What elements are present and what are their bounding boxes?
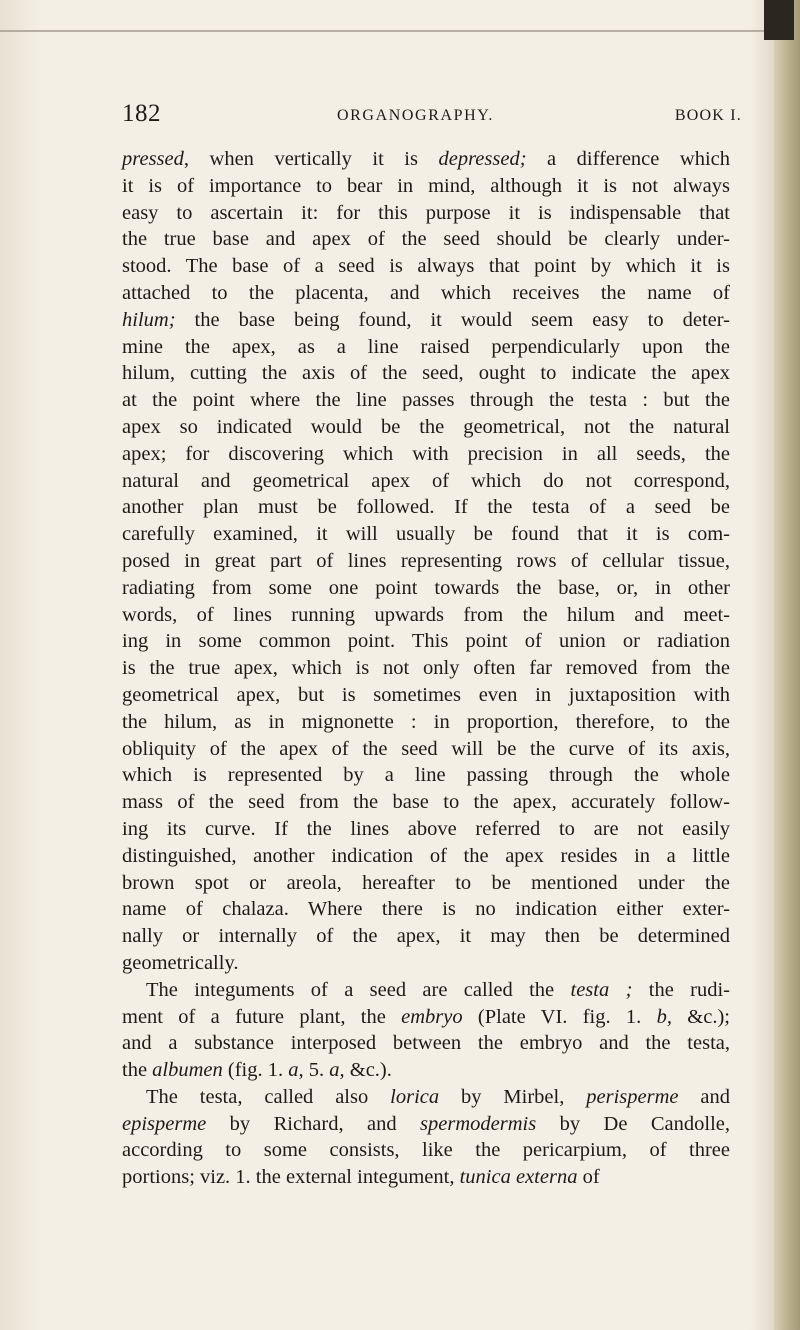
text-run: is the true apex, which is not only often far removed from the <box>122 657 730 680</box>
text-run: 5. <box>303 1059 330 1082</box>
text-run: by Mirbel, <box>439 1085 587 1108</box>
text-run: at the point where the line passes through the testa : but the <box>122 389 730 412</box>
text-run: easy to ascertain it: for this purpose it is indispensable that <box>122 201 730 224</box>
text-line <box>122 655 730 682</box>
text-line <box>122 173 730 200</box>
page-header <box>122 100 742 140</box>
text-run: stood. The base of a seed is always that point by which it is <box>122 255 730 278</box>
text-line <box>122 387 730 414</box>
text-line <box>122 494 730 521</box>
text-line <box>122 628 730 655</box>
text-line <box>122 816 730 843</box>
text-line <box>122 441 730 468</box>
text-run: by De Candolle, <box>536 1112 730 1135</box>
text-run: (Plate VI. fig. 1. <box>462 1005 657 1028</box>
text-line <box>122 923 730 950</box>
text-line <box>122 334 730 361</box>
italic-term: depressed; <box>438 148 527 170</box>
text-run: by Richard, and <box>206 1112 421 1135</box>
text-line <box>122 468 730 495</box>
text-line <box>122 1030 730 1057</box>
text-line <box>122 360 730 387</box>
text-run: name of chalaza. Where there is no indication either exter- <box>122 898 730 921</box>
text-run: geometrical apex, but is sometimes even in juxtaposition with <box>122 683 730 706</box>
text-line <box>122 280 730 307</box>
italic-term: tunica externa <box>459 1166 578 1189</box>
italic-term: testa ; <box>570 978 633 1001</box>
corner-tab <box>764 0 794 40</box>
text-run: carefully examined, it will usually be found that it is com- <box>122 523 730 546</box>
text-line <box>122 602 730 629</box>
text-run: and <box>678 1085 730 1108</box>
text-line <box>122 736 730 763</box>
text-line <box>122 226 730 253</box>
italic-term: hilum; <box>122 308 176 331</box>
text-line <box>122 789 730 816</box>
text-run: obliquity of the apex of the seed will be the curve of its axis, <box>122 737 730 760</box>
text-run: it is of importance to bear in mind, although it is not always <box>122 174 730 197</box>
text-run: words, of lines running upwards from the hilum and meet- <box>122 603 730 626</box>
text-run: the true base and apex of the seed should be clearly under- <box>122 228 730 251</box>
italic-term: embryo <box>401 1005 463 1028</box>
text-run: ing its curve. If the lines above referred to are not easily <box>122 817 730 840</box>
text-run: which is represented by a line passing through the whole <box>122 764 730 787</box>
text-run: apex so indicated would be the geometrical, not the natural <box>122 415 730 438</box>
text-run: natural and geometrical apex of which do not correspond, <box>122 469 730 492</box>
italic-term: a, <box>288 1059 304 1082</box>
text-run: , when vertically it is <box>183 148 439 170</box>
text-run: radiating from some one point towards the base, or, in other <box>122 576 730 599</box>
text-run: The testa, called also <box>146 1085 391 1108</box>
book-spine-edge <box>774 0 800 1330</box>
text-run: distinguished, another indication of the apex resides in a little <box>122 844 730 867</box>
text-run: mine the apex, as a line raised perpendicularly upon the <box>122 335 730 358</box>
text-run: ing in some common point. This point of union or radiation <box>122 630 730 653</box>
text-line <box>122 1137 730 1164</box>
text-run: (fig. 1. <box>222 1059 289 1082</box>
text-line <box>122 575 730 602</box>
text-line <box>122 521 730 548</box>
text-line <box>122 414 730 441</box>
page-number: 182 <box>122 100 161 127</box>
text-line <box>122 146 730 173</box>
text-run: The integuments of a seed are called the <box>146 978 571 1001</box>
text-run: another plan must be followed. If the testa of a seed be <box>122 496 730 519</box>
text-run: brown spot or areola, hereafter to be mentioned under the <box>122 871 730 894</box>
text-line <box>122 950 730 977</box>
text-run: apex; for discovering which with precision in all seeds, the <box>122 442 730 465</box>
text-run: ment of a future plant, the <box>122 1005 402 1028</box>
text-run: according to some consists, like the pericarpium, of three <box>122 1139 730 1162</box>
text-line <box>122 709 730 736</box>
text-line <box>122 548 730 575</box>
running-head: ORGANOGRAPHY. <box>337 107 494 124</box>
text-run: attached to the placenta, and which receives the name of <box>122 281 730 304</box>
text-run: &c.); <box>671 1005 730 1028</box>
italic-term: episperme <box>122 1112 207 1135</box>
text-line <box>122 1111 730 1138</box>
text-run: &c.). <box>344 1059 392 1082</box>
italic-term: lorica <box>390 1085 440 1108</box>
text-line <box>122 870 730 897</box>
text-line <box>122 1084 730 1111</box>
text-run: nally or internally of the apex, it may then be determined <box>122 925 730 948</box>
text-line <box>122 1164 730 1191</box>
text-run: portions; viz. 1. the external integument, <box>122 1166 460 1189</box>
text-run: the base being found, it would seem easy to deter- <box>175 308 730 331</box>
italic-term: pressed <box>122 148 184 170</box>
text-line <box>122 1057 730 1084</box>
italic-term: spermodermis <box>420 1112 537 1135</box>
text-line <box>122 200 730 227</box>
text-line <box>122 253 730 280</box>
text-run: mass of the seed from the base to the apex, accurately follow- <box>122 791 730 814</box>
text-run: the <box>122 1059 153 1082</box>
text-line <box>122 843 730 870</box>
text-line <box>122 682 730 709</box>
text-run: geometrically. <box>122 951 239 974</box>
text-line <box>122 307 730 334</box>
top-edge-line <box>0 30 780 32</box>
body-text <box>122 146 730 1191</box>
italic-term: b, <box>656 1005 672 1028</box>
text-run: posed in great part of lines representing rows of cellular tissue, <box>122 549 730 572</box>
text-run: hilum, cutting the axis of the seed, ought to indicate the apex <box>122 362 730 385</box>
text-run: the rudi- <box>632 978 731 1001</box>
italic-term: a, <box>329 1059 345 1082</box>
text-line <box>122 762 730 789</box>
text-run: the hilum, as in mignonette : in proportion, therefore, to the <box>122 710 730 733</box>
italic-term: albumen <box>152 1059 223 1082</box>
text-line <box>122 896 730 923</box>
text-run: a difference which <box>526 148 730 170</box>
italic-term: perisperme <box>586 1085 679 1108</box>
text-run: and a substance interposed between the embryo and the testa, <box>122 1032 730 1055</box>
book-reference: BOOK I. <box>674 107 742 124</box>
text-run: of <box>577 1166 600 1189</box>
text-line <box>122 1004 730 1031</box>
text-line <box>122 977 730 1004</box>
